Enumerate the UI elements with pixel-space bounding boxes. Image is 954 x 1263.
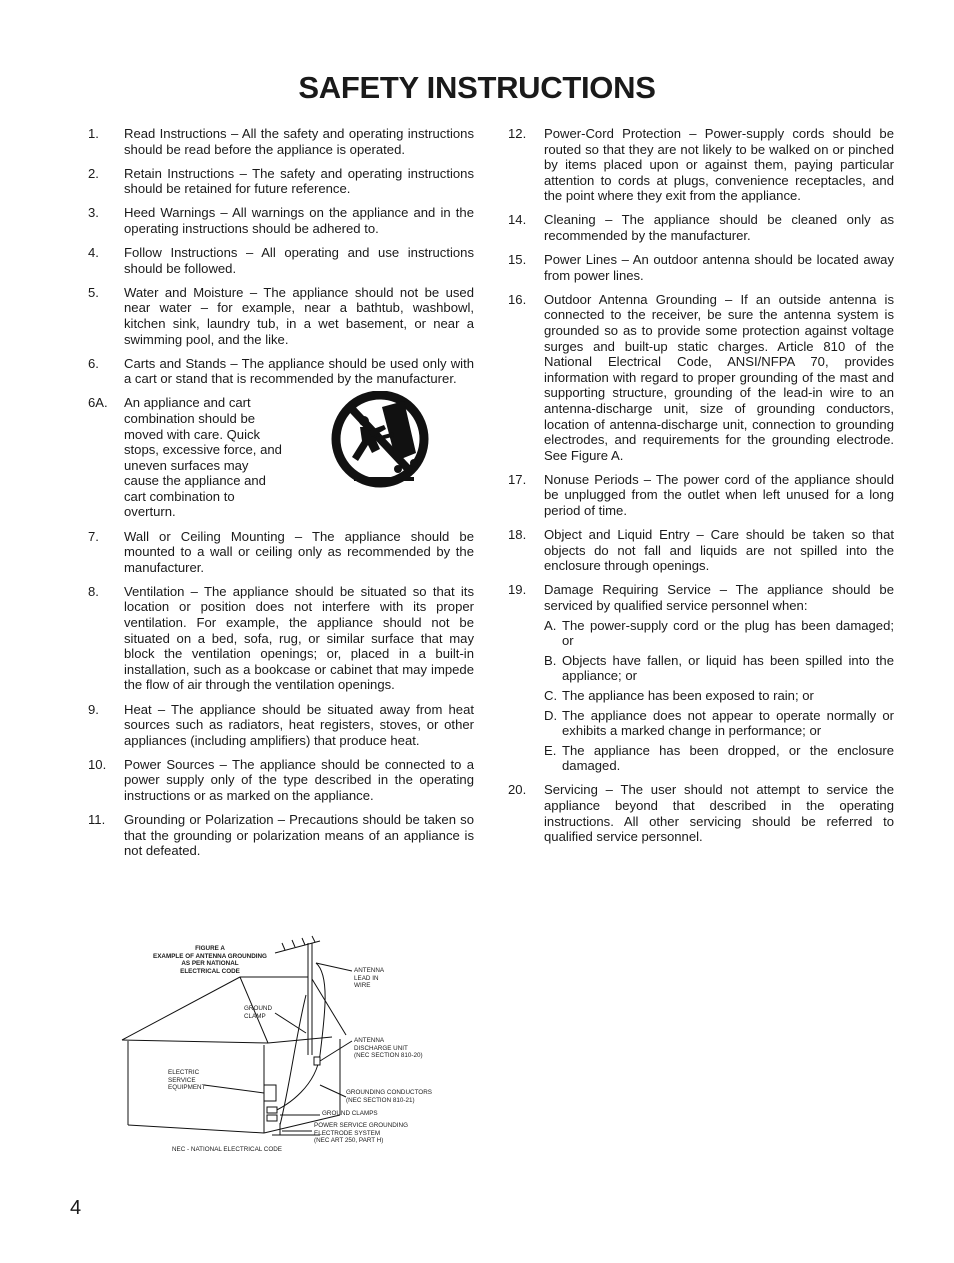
list-item: [508, 782, 894, 844]
item-text: Power Lines – An outdoor antenna should be located away from power lines.: [544, 252, 894, 283]
antenna-lead-label: ANTENNA LEAD IN WIRE: [354, 967, 385, 990]
list-item: [88, 757, 474, 804]
list-item: [508, 527, 894, 574]
item-number: 19.: [508, 582, 527, 598]
item-number: 12.: [508, 126, 527, 141]
sub-item: [544, 618, 894, 649]
item-number: 15.: [508, 252, 527, 268]
list-item: [88, 356, 474, 387]
list-item: [88, 166, 474, 197]
item-number: 17.: [508, 471, 527, 487]
item-number: 7.: [88, 528, 99, 544]
item-number: 1.: [88, 126, 99, 141]
item-text: An appliance and cart combination should be moved with care. Quick stops, excessive force, and uneven surfaces may cause the appliance and cart combination to overturn.: [124, 395, 282, 520]
item-text: Cleaning – The appliance should be cleaned only as recommended by the manufacturer.: [544, 212, 894, 244]
page-number: 4: [70, 1197, 82, 1219]
list-item: [508, 252, 894, 283]
discharge-unit-label: ANTENNA DISCHARGE UNIT (NEC SECTION 810-20): [354, 1037, 423, 1060]
list-item: [88, 205, 474, 236]
figure-title: FIGURE A EXAMPLE OF ANTENNA GROUNDING AS PER NATIONAL ELECTRICAL CODE: [153, 945, 267, 975]
list-item: [508, 212, 894, 243]
item-number: 14.: [508, 212, 527, 228]
item-text: Outdoor Antenna Grounding – If an outside antenna is connected to the receiver, be sure the antenna system is grounded so as to provide some protection against voltage surges and built-up static charges. Article 810 of the National Electrical Code, ANSI/NFPA 70, provides information with regard to proper grounding of the mast and supporting structure, grounding of the lead-in wire to an antenna-discharge unit, size of grounding conductors, location of antenna-discharge unit, connection to grounding electrodes, and requirements for the grounding electrode. See Figure A.: [544, 291, 894, 463]
item-number: 8.: [88, 583, 99, 599]
sub-text: Objects have fallen, or liquid has been spilled into the appliance; or: [562, 652, 894, 684]
item-text: Power Sources – The appliance should be connected to a power supply only of the type described in the operating instructions or as marked on the appliance.: [124, 756, 474, 803]
list-item: [88, 285, 474, 347]
sub-letter: C.: [544, 688, 558, 703]
item-text: Servicing – The user should not attempt to service the appliance beyond that described in the operating instructions. All other servicing should be referred to qualified service personnel.: [544, 782, 894, 845]
power-service-label: POWER SERVICE GROUNDING ELECTRODE SYSTEM (NEC ART 250, PART H): [314, 1122, 408, 1145]
antenna-grounding-figure: [120, 935, 450, 1160]
item-number: 3.: [88, 205, 99, 221]
item-text: Ventilation – The appliance should be situated so that its location or position does not interfere with its proper ventilation. For example, the appliance should not be situated on a bed, sofa, rug, or similar surface that may block the ventilation openings; or, placed in a built-in installation, such as a bookcase or cabinet that may impede the flow of air through the ventilation openings.: [124, 583, 474, 693]
sub-letter: D.: [544, 707, 558, 723]
item-text: Retain Instructions – The safety and operating instructions should be retained for future reference.: [124, 165, 474, 197]
item-number: 16.: [508, 291, 527, 307]
item-text: Wall or Ceiling Mounting – The appliance should be mounted to a wall or ceiling only as recommended by the manufacturer.: [124, 528, 474, 575]
item-number: 6A.: [88, 395, 108, 411]
item-number: 11.: [88, 812, 106, 828]
right-column: [508, 126, 894, 853]
item-number: 20.: [508, 782, 527, 798]
item-text: Water and Moisture – The appliance should not be used near water – for example, near a bathtub, washbowl, kitchen sink, laundry tub, in a wet basement, or near a swimming pool, and the like.: [124, 284, 474, 347]
page-title: SAFETY INSTRUCTIONS: [298, 70, 656, 105]
item-text: Heat – The appliance should be situated away from heat sources such as radiators, heat registers, stoves, or other appliances (including amplifiers) that produce heat.: [124, 701, 474, 748]
item-number: 4.: [88, 245, 99, 261]
item-number: 6.: [88, 355, 99, 371]
list-item: [88, 584, 474, 693]
sub-text: The appliance does not appear to operate normally or exhibits a marked change in performance; or: [562, 707, 894, 739]
sub-item: [544, 708, 894, 739]
list-item: [508, 126, 894, 204]
left-column: [88, 126, 474, 867]
ground-clamps-label: GROUND CLAMPS: [322, 1110, 378, 1117]
grounding-conductors-label: GROUNDING CONDUCTORS (NEC SECTION 810-21): [346, 1089, 432, 1104]
sub-letter: A.: [544, 617, 557, 633]
list-item: [88, 245, 474, 276]
item-text: Follow Instructions – All operating and use instructions should be followed.: [124, 245, 474, 276]
sub-text: The appliance has been dropped, or the enclosure damaged.: [562, 742, 894, 774]
item-text: Heed Warnings – All warnings on the appliance and in the operating instructions should be adhered to.: [124, 205, 474, 236]
item-number: 2.: [88, 165, 99, 181]
item-number: 10.: [88, 756, 107, 772]
list-item: [88, 126, 474, 157]
list-item-6a: [88, 395, 474, 520]
item-text: Read Instructions – All the safety and operating instructions should be read before the appliance is operated.: [124, 126, 474, 157]
item-text: Grounding or Polarization – Precautions should be taken so that the grounding or polarization means of an appliance is not defeated.: [124, 812, 474, 859]
sub-letter: B.: [544, 652, 557, 668]
list-item: [508, 472, 894, 519]
item-text: Damage Requiring Service – The appliance should be serviced by qualified service personnel when:: [544, 582, 894, 614]
sub-letter: E.: [544, 742, 557, 758]
list-item: [88, 529, 474, 576]
item-number: 18.: [508, 527, 527, 543]
electric-service-label: ELECTRIC SERVICE EQUIPMENT: [168, 1069, 206, 1092]
item-number: 9.: [88, 701, 99, 717]
item-text: Object and Liquid Entry – Care should be taken so that objects do not fall and liquids are not spilled into the enclosure through openings.: [544, 527, 894, 574]
sub-item: [544, 743, 894, 774]
sub-text: The appliance has been exposed to rain; or: [562, 688, 814, 703]
item-text: Nonuse Periods – The power cord of the appliance should be unplugged from the outlet when left unused for a long period of time.: [544, 471, 894, 519]
item-number: 5.: [88, 284, 99, 300]
ground-clamp-label: GROUND CLAMP: [244, 1005, 272, 1020]
sub-item: [544, 653, 894, 684]
item-text: Power-Cord Protection – Power-supply cords should be routed so that they are not likely to be walked on or pinched by items placed upon or against them, paying particular attention to cords at plugs, convenience receptacles, and the point where they exit from the appliance.: [544, 126, 894, 204]
nec-note: NEC - NATIONAL ELECTRICAL CODE: [172, 1146, 282, 1153]
sub-item: [544, 688, 894, 704]
list-item: [88, 812, 474, 859]
cart-warning-icon: [324, 391, 436, 491]
sub-text: The power-supply cord or the plug has been damaged; or: [562, 617, 894, 649]
list-item: [508, 292, 894, 464]
list-item: [508, 582, 894, 774]
item-text: Carts and Stands – The appliance should be used only with a cart or stand that is recommended by the manufacturer.: [124, 355, 474, 387]
list-item: [88, 702, 474, 749]
